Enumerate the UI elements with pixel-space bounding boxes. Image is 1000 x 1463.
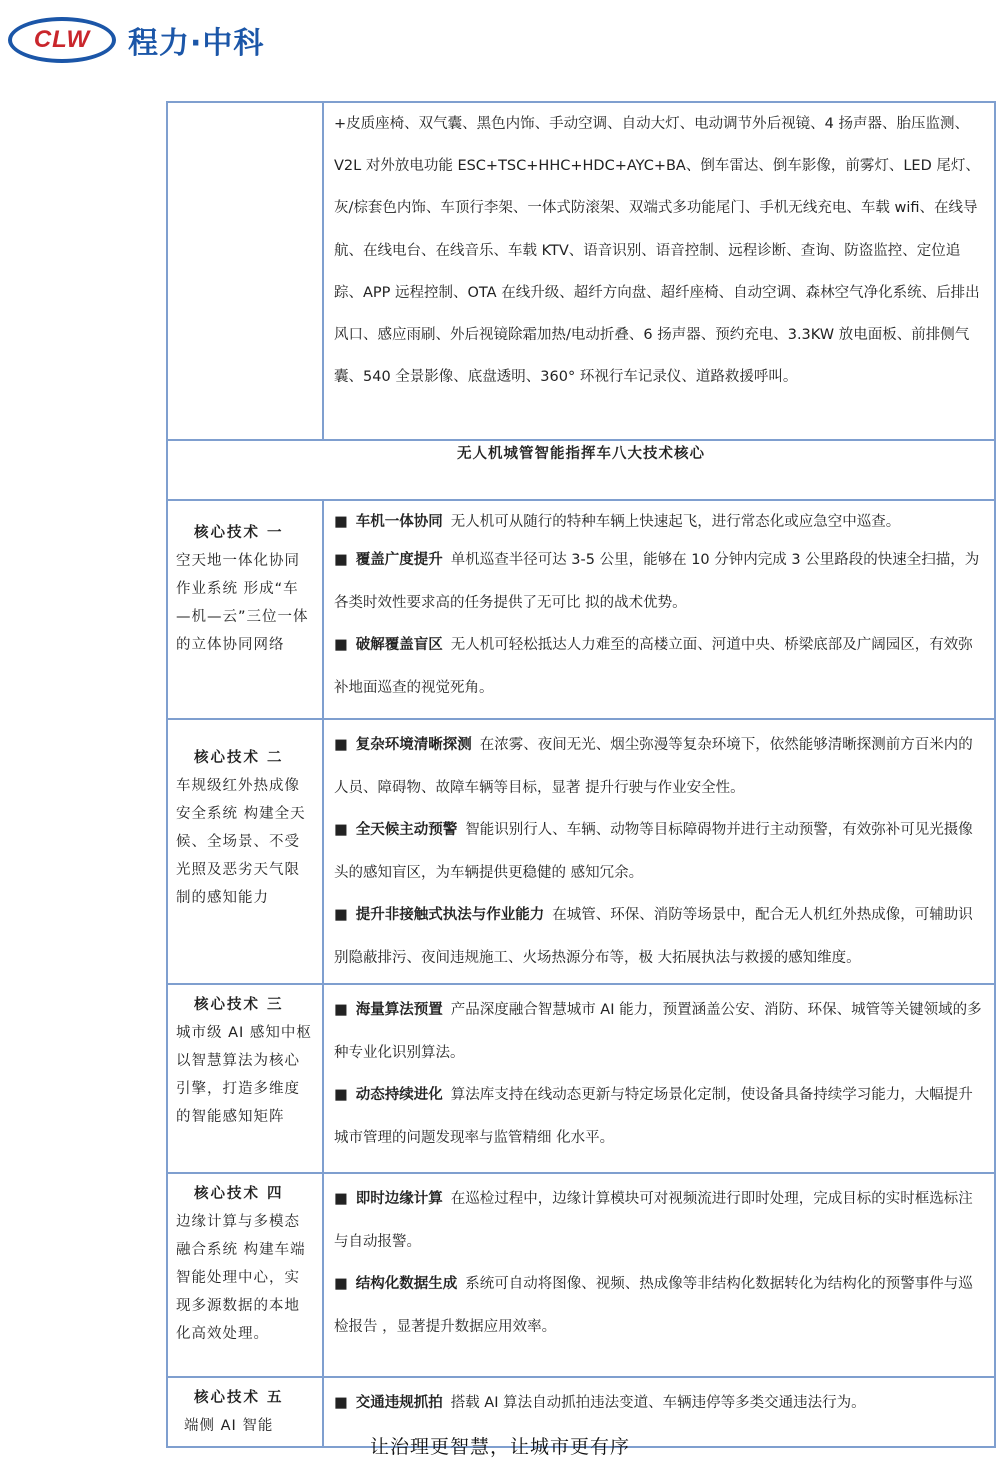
item-title: 海量算法预置 — [355, 1002, 443, 1018]
core-title: 核心技术 四 — [194, 1186, 284, 1202]
item-text: 系统可自动将图像、视频、热成像等非结构化数据转化为结构化的预警事件与巡检报告 ，显著提升数据应用效率。 — [334, 1276, 973, 1335]
logo-mark — [8, 17, 116, 63]
bullet-square-icon: ■ — [334, 1002, 348, 1018]
item-title: 车机一体协同 — [355, 514, 443, 530]
core-row-4 — [167, 1173, 995, 1377]
item-text: 产品深度融合智慧城市 AI 能力，预置涵盖公安、消防、环保、城管等关键领域的多种专业化识别算法。 — [334, 1002, 982, 1061]
item-text: 在巡检过程中，边缘计算模块可对视频流进行即时处理，完成目标的实时框选标注与自动报警。 — [334, 1191, 973, 1250]
bullet-square-icon: ■ — [334, 1087, 348, 1103]
bullet-square-icon: ■ — [334, 552, 348, 568]
core-label-cell — [167, 1173, 323, 1377]
item-title: 破解覆盖盲区 — [355, 637, 443, 653]
core-label-cell — [167, 500, 323, 719]
core-item — [334, 1263, 986, 1348]
core-title: 核心技术 一 — [194, 525, 284, 541]
core-item — [334, 624, 986, 709]
logo-mark-text: CLW — [33, 26, 91, 53]
core-item — [334, 1178, 986, 1263]
core-item — [334, 1382, 986, 1425]
item-title: 全天候主动预警 — [355, 822, 458, 838]
bullet-square-icon: ■ — [334, 637, 348, 653]
intro-left-cell — [167, 102, 323, 440]
core-item — [334, 1074, 986, 1159]
item-text: 智能识别行人、车辆、动物等目标障碍物并进行主动预警，有效弥补可见光摄像头的感知盲区，为车辆提供更稳健的 感知冗余。 — [334, 822, 973, 881]
core-label-cell — [167, 719, 323, 984]
item-title: 即时边缘计算 — [355, 1191, 443, 1207]
bullet-square-icon: ■ — [334, 737, 348, 753]
item-title: 动态持续进化 — [355, 1087, 443, 1103]
core-label-cell — [167, 984, 323, 1173]
item-text: 算法库支持在线动态更新与特定场景化定制，使设备具备持续学习能力，大幅提升城市管理的问题发现率与监管精细 化水平。 — [334, 1087, 973, 1146]
core-item — [334, 989, 986, 1074]
core-item — [334, 809, 986, 894]
core-item — [334, 724, 986, 809]
item-title: 提升非接触式执法与作业能力 — [355, 907, 545, 923]
section-heading: 无人机城管智能指挥车八大技术核心 — [167, 440, 995, 500]
core-description: 车规级红外热成像安全系统 构建全天候、全场景、不受光照及恶劣天气限制的感知能力 — [176, 778, 306, 906]
item-title: 复杂环境清晰探测 — [355, 737, 472, 753]
spec-table — [166, 101, 996, 1448]
item-text: 在城管、环保、消防等场景中，配合无人机红外热成像，可辅助识别隐蔽排污、夜间违规施工、火场热源分布等，极 大拓展执法与救援的感知维度。 — [334, 907, 973, 966]
core-item — [334, 505, 986, 539]
intro-row — [167, 102, 995, 440]
core-item — [334, 539, 986, 624]
core-items-cell — [323, 1173, 995, 1377]
item-text: 在浓雾、夜间无光、烟尘弥漫等复杂环境下，依然能够清晰探测前方百米内的人员、障碍物、故障车辆等目标，显著 提升行驶与作业安全性。 — [334, 737, 973, 796]
core-description: 端侧 AI 智能 — [184, 1418, 274, 1434]
bullet-square-icon: ■ — [334, 514, 348, 530]
bullet-square-icon: ■ — [334, 907, 348, 923]
item-title: 覆盖广度提升 — [355, 552, 443, 568]
core-items-cell — [323, 984, 995, 1173]
core-description: 空天地一体化协同作业系统 形成“车—机—云”三位一体的立体协同网络 — [176, 553, 309, 653]
bullet-square-icon: ■ — [334, 1276, 348, 1292]
core-description: 城市级 AI 感知中枢 以智慧算法为核心引擎，打造多维度的智能感知矩阵 — [176, 1025, 312, 1125]
item-text: 搭载 AI 算法自动抓拍违法变道、车辆违停等多类交通违法行为。 — [450, 1395, 866, 1411]
core-row-3 — [167, 984, 995, 1173]
item-text: 无人机可从随行的特种车辆上快速起飞，进行常态化或应急空中巡查。 — [450, 514, 901, 530]
section-heading-row — [167, 440, 995, 500]
logo-text: 程力·中科 — [128, 26, 265, 61]
core-items-cell — [323, 719, 995, 984]
core-title: 核心技术 三 — [194, 997, 284, 1013]
bullet-square-icon: ■ — [334, 822, 348, 838]
item-text: 单机巡查半径可达 3-5 公里，能够在 10 分钟内完成 3 公里路段的快速全扫描，为各类时效性要求高的任务提供了无可比 拟的战术优势。 — [334, 552, 980, 611]
core-item — [334, 894, 986, 979]
core-items-cell — [323, 500, 995, 719]
company-logo — [8, 12, 264, 68]
core-title: 核心技术 二 — [194, 750, 284, 766]
intro-features-text: +皮质座椅、双气囊、黑色内饰、手动空调、自动大灯、电动调节外后视镜、4 扬声器、胎压监测、V2L 对外放电功能 ESC+TSC+HHC+HDC+AYC+BA、倒车雷达、倒车影像，前雾灯、LED 尾灯、灰/棕套色内饰、车顶行李架、一体式防滚架、双端式多功能尾门、手机无线充电、车载 wifi、在线导航、在线电台、在线音乐、车载 KTV、语音识别、语音控制、远程诊断、查询、防盗监控、定位追踪、APP 远程控制、OTA 在线升级、超纤方向盘、超纤座椅、自动空调、森林空气净化系统、后排出风口、感应雨刷、外后视镜除霜加热/电动折叠、6 扬声器、预约充电、3.3KW 放电面板、前排侧气囊、540 全景影像、底盘透明、360° 环视行车记录仪、道路救援呼叫。 — [323, 102, 995, 440]
item-text: 无人机可轻松抵达人力难至的高楼立面、河道中央、桥梁底部及广阔园区，有效弥补地面巡查的视觉死角。 — [334, 637, 973, 696]
bullet-square-icon: ■ — [334, 1191, 348, 1207]
core-title: 核心技术 五 — [194, 1390, 284, 1406]
core-description: 边缘计算与多模态融合系统 构建车端智能处理中心，实现多源数据的本地化高效处理。 — [176, 1214, 306, 1342]
core-row-2 — [167, 719, 995, 984]
bullet-square-icon: ■ — [334, 1395, 348, 1411]
item-title: 结构化数据生成 — [355, 1276, 458, 1292]
footer-slogan: 让治理更智慧，让城市更有序 — [369, 1436, 630, 1458]
item-title: 交通违规抓拍 — [355, 1395, 443, 1411]
core-row-1 — [167, 500, 995, 719]
